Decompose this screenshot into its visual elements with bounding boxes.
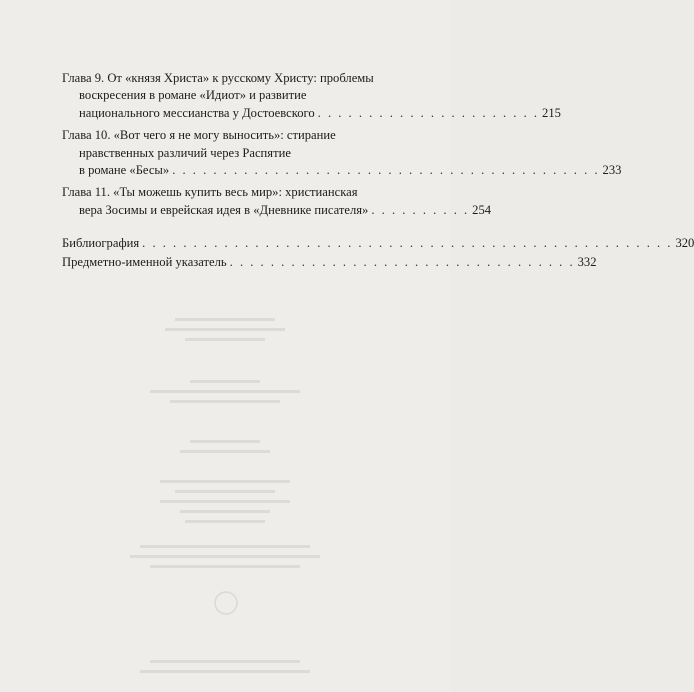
toc-entry-chapter-9[interactable]: [62, 70, 561, 122]
toc-dot-leader: . . . . . . . . . . . . . . . . . . . . . . . . . . . . . . . . . .: [229, 254, 575, 269]
toc-index-page: 332: [577, 254, 597, 269]
toc-entry-chapter-11[interactable]: [62, 184, 492, 219]
toc-chapter-10-last-line: [62, 162, 622, 179]
toc-entry-bibliography[interactable]: [62, 235, 694, 252]
toc-index-line: [62, 254, 597, 271]
toc-chapter-9-line-1: Глава 9. От «князя Христа» к русскому Христу: проблемы: [62, 71, 374, 85]
toc-bibliography-line: [62, 235, 694, 252]
table-of-contents: [62, 70, 694, 276]
toc-dot-leader: . . . . . . . . . .: [371, 202, 470, 217]
toc-dot-leader: . . . . . . . . . . . . . . . . . . . . . .: [317, 105, 540, 120]
toc-chapter-11-line-2: вера Зосимы и еврейская идея в «Дневнике писателя»: [79, 202, 369, 217]
toc-dot-leader: . . . . . . . . . . . . . . . . . . . . . . . . . . . . . . . . . . . . . . . . . . . . . . . . . . . .: [142, 236, 673, 251]
toc-entry-index[interactable]: [62, 254, 597, 271]
toc-dot-leader: . . . . . . . . . . . . . . . . . . . . . . . . . . . . . . . . . . . . . . . . . .: [172, 163, 600, 178]
toc-chapter-11-last-line: [62, 202, 492, 219]
toc-entry-chapter-10[interactable]: [62, 127, 622, 179]
toc-chapter-9-page: 215: [542, 105, 561, 120]
toc-chapter-11-line-1: Глава 11. «Ты можешь купить весь мир»: христианская: [62, 185, 358, 200]
toc-chapter-9-line-2: воскресения в романе «Идиот» и развитие: [79, 88, 307, 103]
toc-index-title: Предметно-именной указатель: [62, 254, 227, 269]
toc-bibliography-title: Библиография: [62, 236, 140, 251]
toc-chapter-9-last-line: [62, 105, 561, 122]
toc-chapter-9-line-3: национального мессианства у Достоевского: [79, 105, 315, 120]
toc-bibliography-page: 320: [675, 236, 694, 251]
toc-chapter-11-page: 254: [472, 202, 492, 217]
toc-chapter-10-line-2: нравственных различий через Распятие: [79, 145, 291, 160]
toc-chapter-10-line-3: в романе «Бесы»: [79, 163, 170, 178]
toc-chapter-10-line-1: Глава 10. «Вот чего я не могу выносить»: стирание: [62, 128, 336, 143]
toc-chapter-10-page: 233: [602, 163, 622, 178]
